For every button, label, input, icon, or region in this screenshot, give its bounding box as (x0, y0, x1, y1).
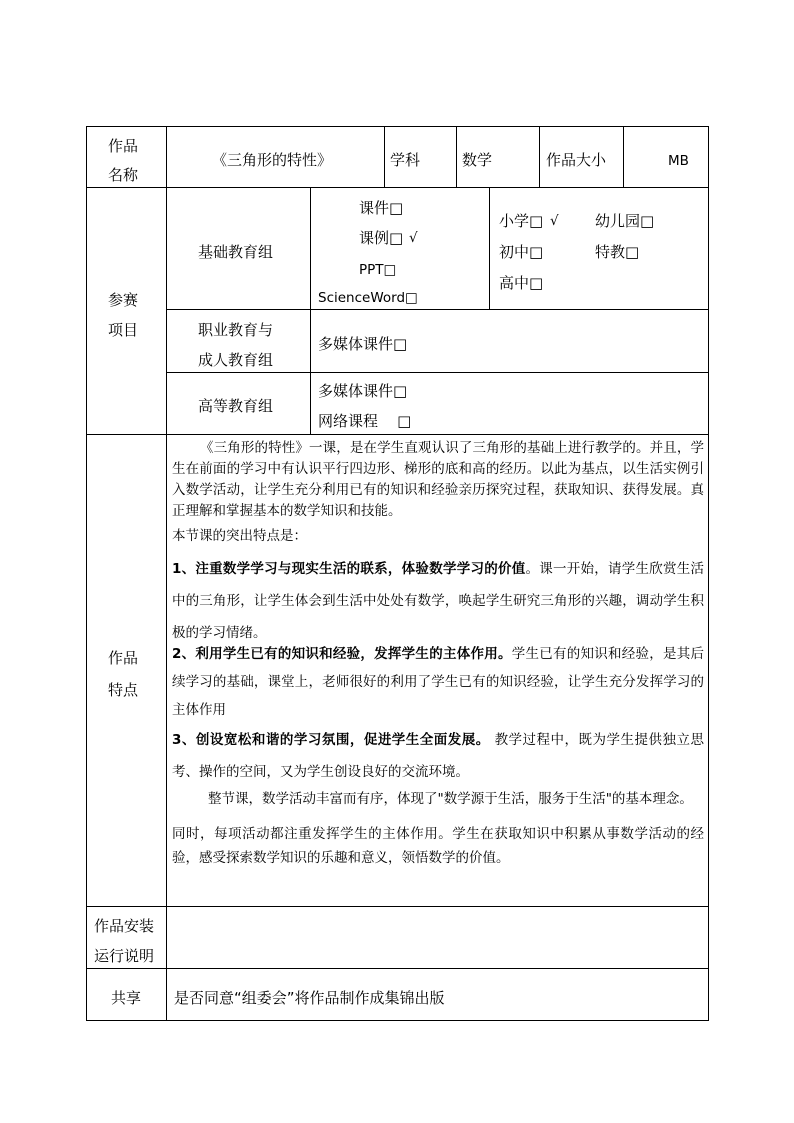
border-basic-bottom (166, 309, 709, 310)
border-row1-col2 (384, 126, 385, 188)
vocational-multimedia-checkbox[interactable]: 多媒体课件□ (318, 335, 408, 353)
level-special-checkbox[interactable]: 特教□ (595, 243, 640, 261)
install-label-1: 作品安装 (94, 917, 155, 935)
checkmark-icon: √ (550, 213, 559, 229)
share-text: 是否同意“组委会”将作品制作成集锦出版 (174, 989, 445, 1007)
category-label-1: 参赛 (108, 291, 139, 309)
border-row1-bottom (86, 187, 709, 188)
features-summary-1: 整节课，数学活动丰富而有序，体现了"数学源于生活，服务于生活"的基本理念。 (208, 791, 693, 807)
border-vocational-bottom (166, 372, 709, 373)
work-name-label-2: 名称 (108, 166, 139, 184)
basic-group-name: 基础教育组 (198, 243, 274, 261)
border-level-column (489, 187, 490, 310)
level-kindergarten-checkbox[interactable]: 幼儿园□ (595, 212, 655, 230)
features-point-2: 2、利用学生已有的知识和经验，发挥学生的主体作用。学生已有的知识和经验，是其后续学习的基础，课堂上，老师很好的利用了学生已有的知识经验，让学生充分发挥学习的主体作用 (172, 646, 705, 718)
higher-online-course-checkbox[interactable]: 网络课程 □ (318, 412, 412, 430)
size-unit: MB (668, 153, 689, 169)
share-label: 共享 (111, 989, 142, 1007)
higher-multimedia-checkbox[interactable]: 多媒体课件□ (318, 382, 408, 400)
border-right (708, 126, 709, 1021)
type-courseware-checkbox[interactable]: 课件□ (359, 199, 404, 217)
border-row1-col5 (623, 126, 624, 188)
border-features-bottom (86, 906, 709, 907)
subject-value: 数学 (462, 151, 493, 169)
vocational-group-name-1: 职业教育与 (198, 321, 274, 339)
border-category-bottom (86, 434, 709, 435)
subject-label: 学科 (390, 151, 421, 169)
level-junior-checkbox[interactable]: 初中□ (499, 243, 544, 261)
border-left (86, 126, 87, 1021)
type-ppt-checkbox[interactable]: PPT□ (359, 262, 397, 278)
border-row1-col3 (456, 126, 457, 188)
features-intro: 《三角形的特性》一课，是在学生直观认识了三角形的基础上进行教学的。并且，学生在前面的学习中有认识平行四边形、梯形的底和高的经历。以此为基点，以生活实例引入数学活动，让学生充分利用已有的知识和经验亲历探究过程，获取知识、获得发展。真正理解和掌握基本的数学知识和技能。 (172, 440, 704, 519)
category-label-2: 项目 (108, 321, 139, 339)
level-senior-checkbox[interactable]: 高中□ (499, 274, 544, 292)
type-lesson-checkbox[interactable]: 课例□ (359, 229, 404, 247)
features-summary-2: 同时，每项活动都注重发挥学生的主体作用。学生在获取知识中积累从事数学活动的经验，感受探索数学知识的乐趣和意义，领悟数学的价值。 (172, 826, 704, 866)
work-name-label-1: 作品 (108, 137, 139, 155)
vocational-group-name-2: 成人教育组 (198, 351, 274, 369)
features-highlight-title: 本节课的突出特点是： (172, 528, 307, 544)
type-scienceword-checkbox[interactable]: ScienceWord□ (318, 290, 418, 306)
border-row1-col4 (539, 126, 540, 188)
border-group-column (310, 187, 311, 435)
features-point-3: 3、创设宽松和谐的学习氛围，促进学生全面发展。 教学过程中，既为学生提供独立思考、操作的空间，又为学生创设良好的交流环境。 (172, 732, 704, 780)
checkmark-icon: √ (409, 230, 418, 246)
size-label: 作品大小 (546, 151, 607, 169)
features-label-2: 特点 (108, 681, 139, 699)
install-label-2: 运行说明 (94, 947, 155, 965)
border-top (86, 126, 709, 127)
border-bottom (86, 1020, 709, 1021)
border-label-column (166, 126, 167, 1021)
level-primary-checkbox[interactable]: 小学□ (499, 212, 544, 230)
higher-group-name: 高等教育组 (198, 397, 274, 415)
features-point-1: 1、注重数学学习与现实生活的联系，体验数学学习的价值。课一开始，请学生欣赏生活中的三角形，让学生体会到生活中处处有数学，唤起学生研究三角形的兴趣，调动学生积极的学习情绪。 (172, 561, 704, 641)
border-install-bottom (86, 968, 709, 969)
work-name-value: 《三角形的特性》 (212, 151, 333, 169)
features-label-1: 作品 (108, 649, 139, 667)
